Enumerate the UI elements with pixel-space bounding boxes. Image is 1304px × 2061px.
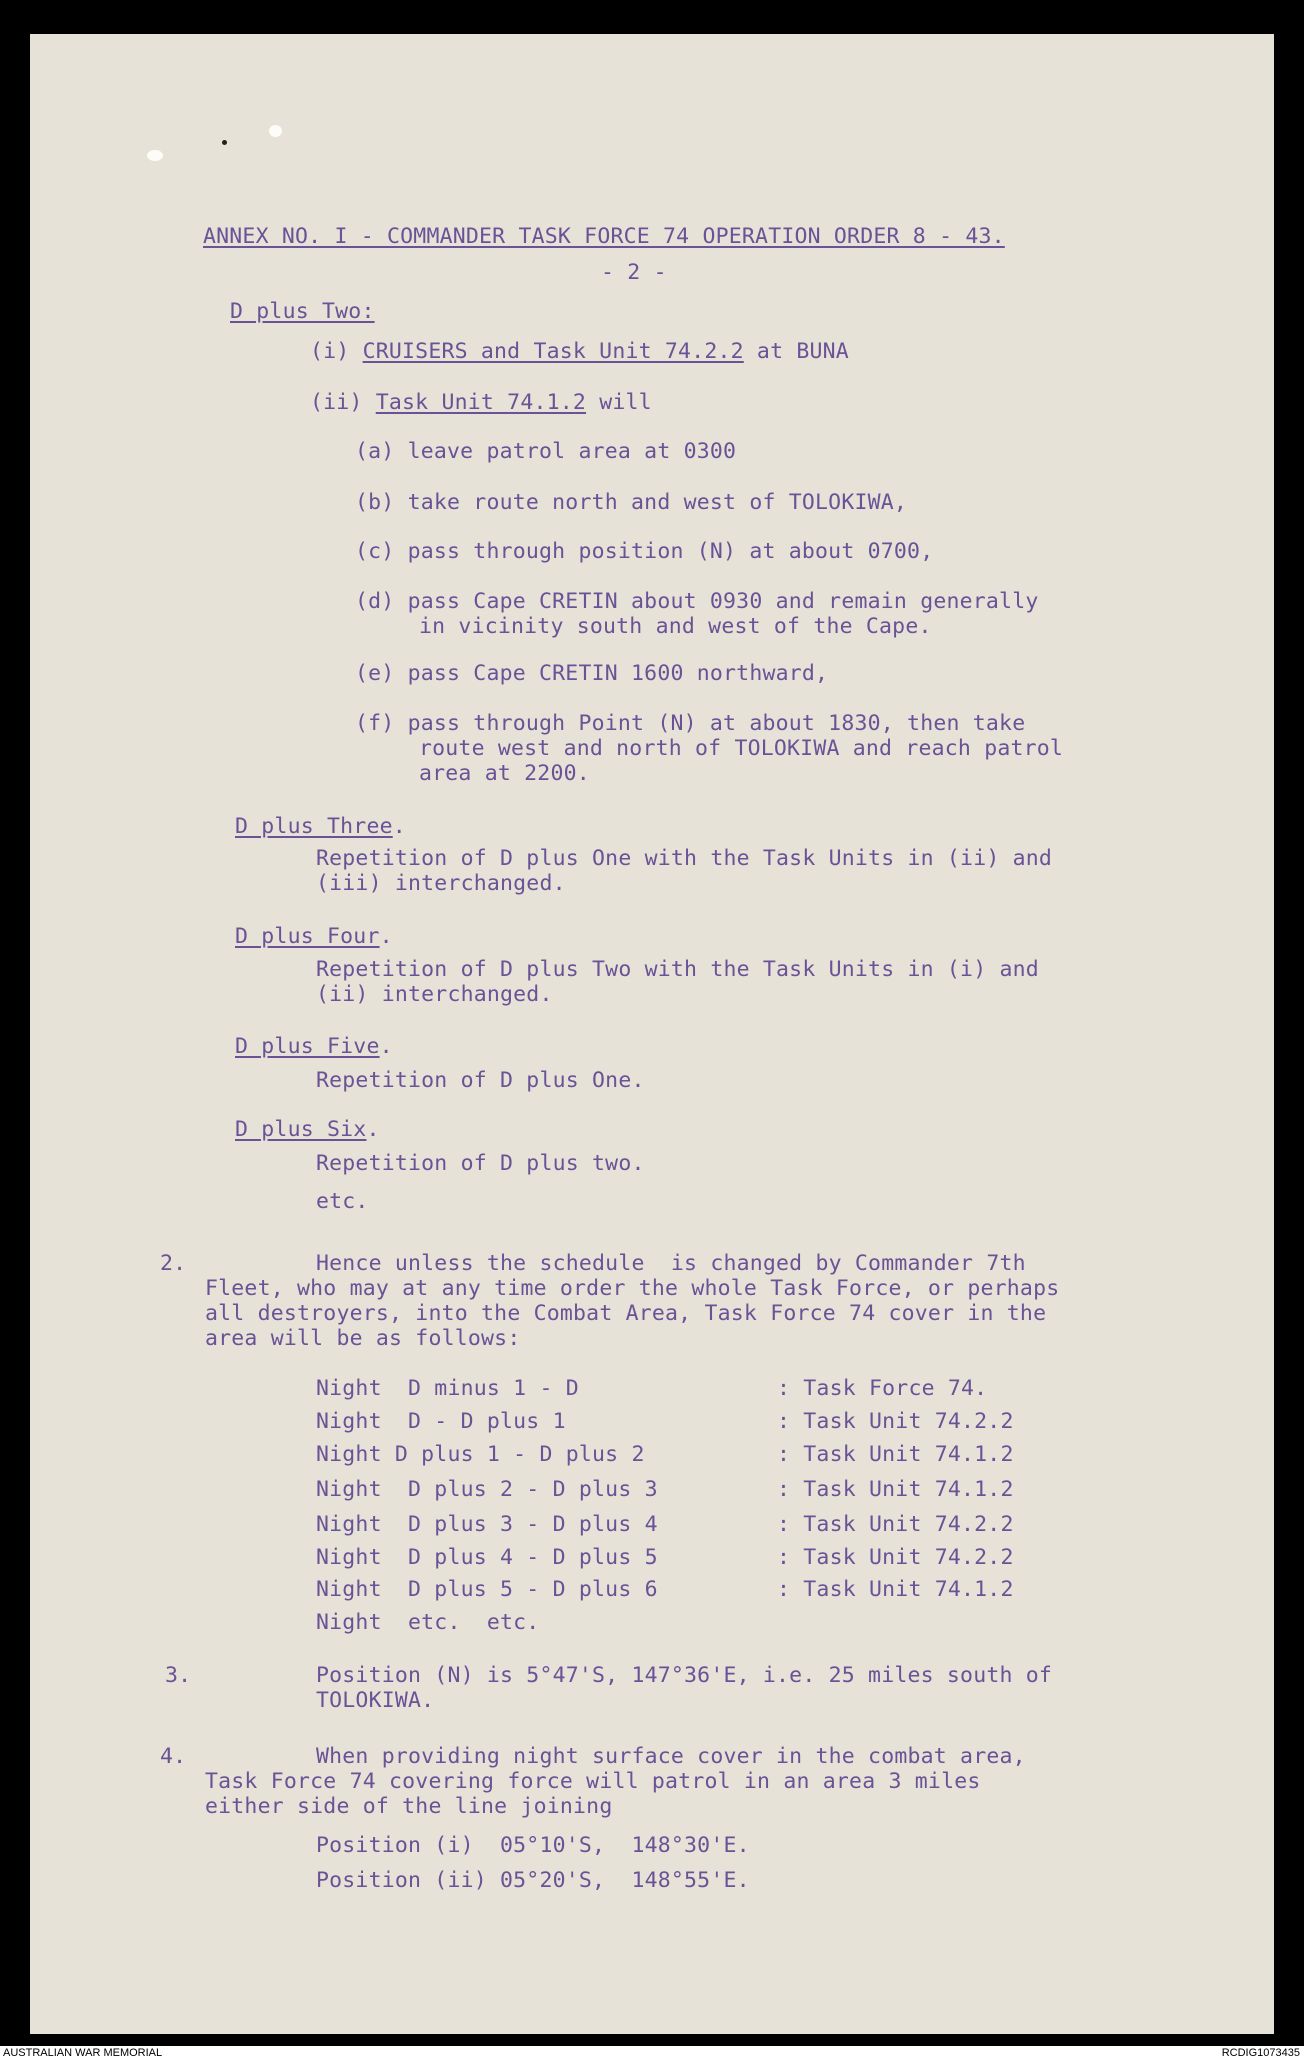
schedule-night: Night D plus 5 - D plus 6 [316,1577,658,1602]
page-number: - 2 - [601,260,667,285]
item-b: (b) take route north and west of TOLOKIWA, [355,490,908,515]
punch-hole [222,140,227,145]
item-d-line2: in vicinity south and west of the Cape. [419,614,932,639]
punch-hole [269,125,282,137]
item-f-line3: area at 2200. [419,761,590,786]
item-c: (c) pass through position (N) at about 0700, [355,539,934,564]
para2-line3: all destroyers, into the Combat Area, Task Force 74 cover in the [205,1301,1047,1326]
para3-line2: TOLOKIWA. [316,1688,435,1713]
d-plus-three-line2: (iii) interchanged. [316,871,566,896]
para3-line1: Position (N) is 5°47'S, 147°36'E, i.e. 25 miles south of [316,1663,1053,1688]
item-ii-rest: will [586,390,652,415]
item-i-underlined: CRUISERS and Task Unit 74.2.2 [362,339,744,364]
item-a: (a) leave patrol area at 0300 [355,439,737,464]
annex-title: ANNEX NO. I - COMMANDER TASK FORCE 74 OPERATION ORDER 8 - 43. [203,224,1005,249]
d-plus-three-heading: D plus Three. [235,814,406,839]
schedule-night: Night D plus 1 - D plus 2 [316,1442,645,1467]
item-f-line1: (f) pass through Point (N) at about 1830, then take [355,711,1026,736]
item-ii [310,390,652,416]
document-page [30,34,1274,2034]
para2-line1: Hence unless the schedule is changed by Commander 7th [316,1251,1026,1276]
footer-institution: AUSTRALIAN WAR MEMORIAL [3,2047,163,2059]
d-plus-six-heading: D plus Six. [235,1117,380,1142]
schedule-cover: : Task Unit 74.2.2 [777,1545,1014,1570]
schedule-night: Night D minus 1 - D [316,1376,579,1401]
para2-line2: Fleet, who may at any time order the whole Task Force, or perhaps [205,1276,1060,1301]
d-plus-five-heading: D plus Five. [235,1034,393,1059]
item-d-line1: (d) pass Cape CRETIN about 0930 and remain generally [355,589,1039,614]
para2-number: 2. [160,1251,187,1276]
para2-line4: area will be as follows: [205,1326,521,1351]
item-f-line2: route west and north of TOLOKIWA and reach patrol [419,736,1064,761]
item-i-num: (i) [310,339,350,364]
d-plus-six-etc: etc. [316,1189,369,1214]
d-plus-five-line1: Repetition of D plus One. [316,1068,645,1093]
d-plus-four-line2: (ii) interchanged. [316,982,553,1007]
schedule-night: Night D plus 2 - D plus 3 [316,1477,658,1502]
d-plus-three-line1: Repetition of D plus One with the Task Units in (ii) and [316,846,1053,871]
archive-footer [0,2046,1304,2061]
punch-hole [147,150,163,161]
item-i [310,339,849,365]
item-ii-underlined: Task Unit 74.1.2 [375,390,587,415]
schedule-cover: : Task Unit 74.1.2 [777,1577,1014,1602]
para3-number: 3. [165,1663,192,1688]
d-plus-four-heading: D plus Four. [235,924,393,949]
schedule-night: Night D - D plus 1 [316,1409,566,1434]
item-ii-num: (ii) [310,390,363,415]
para4-number: 4. [160,1744,187,1769]
position-i: Position (i) 05°10'S, 148°30'E. [316,1833,750,1858]
schedule-cover: : Task Unit 74.2.2 [777,1512,1014,1537]
schedule-cover: : Task Force 74. [777,1376,988,1401]
schedule-night: Night etc. etc. [316,1610,540,1635]
schedule-cover: : Task Unit 74.1.2 [777,1442,1014,1467]
schedule-night: Night D plus 3 - D plus 4 [316,1512,658,1537]
d-plus-six-line1: Repetition of D plus two. [316,1151,645,1176]
para4-line1: When providing night surface cover in the combat area, [316,1744,1026,1769]
item-e: (e) pass Cape CRETIN 1600 northward, [355,661,829,686]
footer-reference: RCDIG1073435 [1221,2047,1300,2059]
para4-line3: either side of the line joining [205,1794,613,1819]
position-ii: Position (ii) 05°20'S, 148°55'E. [316,1868,750,1893]
schedule-night: Night D plus 4 - D plus 5 [316,1545,658,1570]
item-i-rest: at BUNA [743,339,849,364]
d-plus-four-line1: Repetition of D plus Two with the Task Units in (i) and [316,957,1039,982]
schedule-cover: : Task Unit 74.1.2 [777,1477,1014,1502]
para4-line2: Task Force 74 covering force will patrol in an area 3 miles [205,1769,981,1794]
schedule-cover: : Task Unit 74.2.2 [777,1409,1014,1434]
d-plus-two-heading: D plus Two: [230,299,375,324]
